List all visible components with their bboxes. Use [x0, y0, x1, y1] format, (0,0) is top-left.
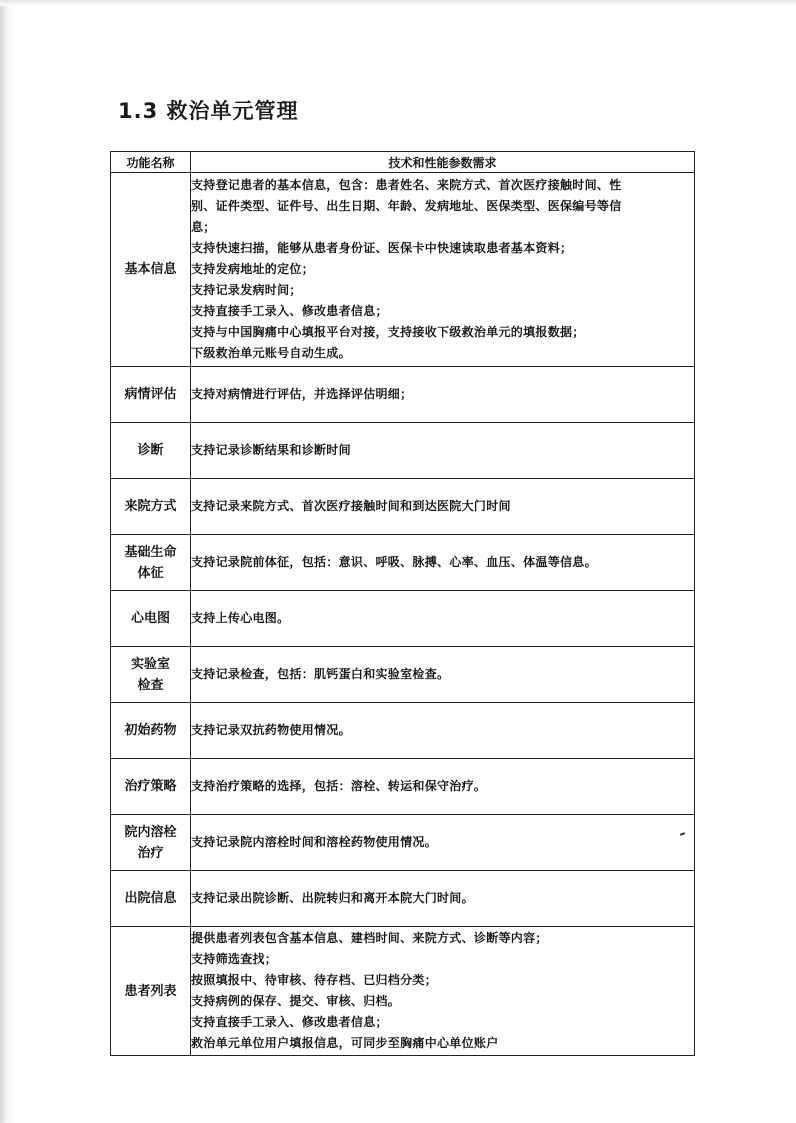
requirement-cell [191, 591, 695, 647]
table-header-row [111, 152, 695, 173]
requirement-cell [191, 367, 695, 423]
requirement-line: 支持登记患者的基本信息，包含：患者姓名、来院方式、首次医疗接触时间、性 [191, 178, 622, 192]
requirement-cell [191, 423, 695, 479]
requirement-line: 支持快速扫描，能够从患者身份证、医保卡中快速读取患者基本资料； [191, 241, 573, 255]
requirement-line: 支持病例的保存、提交、审核、归档。 [191, 994, 401, 1008]
function-name-text: 患者列表 [124, 983, 177, 999]
requirement-line: 提供患者列表包含基本信息、建档时间、来院方式、诊断等内容； [191, 931, 548, 945]
requirement-line: 支持治疗策略的选择，包括：溶栓、转运和保守治疗。 [191, 779, 487, 793]
requirement-line: 息； [191, 220, 216, 234]
function-name-text: 基本信息 [124, 262, 177, 277]
function-name-cell [111, 647, 191, 703]
requirements-table [110, 151, 695, 1056]
function-name-text: 检查 [137, 677, 164, 693]
requirement-cell [191, 815, 695, 871]
table-row [111, 479, 695, 535]
function-name-cell [111, 535, 191, 591]
requirement-cell [191, 759, 695, 815]
requirement-cell [191, 173, 695, 367]
requirement-line: 别、证件类型、证件号、出生日期、年龄、发病地址、医保类型、医保编号等信 [191, 199, 622, 213]
table-row [111, 591, 695, 647]
function-name-text: 体征 [137, 565, 164, 581]
requirement-line: 支持上传心电图。 [191, 611, 290, 625]
requirement-line: 支持发病地址的定位； [191, 262, 315, 276]
requirement-line: 下级救治单元账号自动生成。 [191, 346, 351, 360]
table-row [111, 759, 695, 815]
requirement-cell [191, 479, 695, 535]
requirement-line: 支持记录双抗药物使用情况。 [191, 723, 351, 737]
requirement-line: 支持记录检查，包括：肌钙蛋白和实验室检查。 [191, 667, 450, 681]
function-name-text: 院内溶栓 [124, 824, 177, 840]
page-shadow-edge [0, 0, 16, 1123]
requirement-line: 支持直接手工录入、修改患者信息； [191, 1015, 388, 1029]
function-name-text: 诊断 [137, 443, 164, 458]
header-requirements: 技术和性能参数需求 [191, 152, 695, 173]
function-name-text: 实验室 [130, 656, 170, 672]
function-name-text: 治疗策略 [124, 779, 177, 794]
function-name-text: 来院方式 [124, 499, 177, 514]
table-row [111, 535, 695, 591]
function-name-cell [111, 927, 191, 1056]
requirement-line: 支持记录院内溶栓时间和溶栓药物使用情况。 [191, 835, 438, 849]
function-name-cell [111, 423, 191, 479]
function-name-cell [111, 591, 191, 647]
function-name-text: 心电图 [130, 611, 170, 626]
function-name-cell [111, 703, 191, 759]
function-name-text: 病情评估 [124, 387, 177, 402]
function-name-text: 出院信息 [124, 891, 177, 906]
function-name-cell [111, 367, 191, 423]
requirement-cell [191, 871, 695, 927]
header-function-name: 功能名称 [111, 152, 191, 173]
table-row [111, 815, 695, 871]
table-row [111, 367, 695, 423]
page-top-edge [0, 0, 796, 6]
requirement-cell [191, 535, 695, 591]
function-name-text: 基础生命 [124, 544, 177, 560]
table-row [111, 423, 695, 479]
requirement-line: 按照填报中、待审核、待存档、已归档分类； [191, 973, 438, 987]
table-row [111, 647, 695, 703]
function-name-cell [111, 815, 191, 871]
table-row [111, 703, 695, 759]
requirement-line: 支持记录出院诊断、出院转归和离开本院大门时间。 [191, 891, 474, 905]
function-name-cell [111, 479, 191, 535]
function-name-text: 治疗 [137, 845, 164, 861]
requirement-line: 支持与中国胸痛中心填报平台对接，支持接收下级救治单元的填报数据； [191, 325, 585, 339]
requirement-cell [191, 703, 695, 759]
requirement-cell [191, 927, 695, 1056]
table-row [111, 173, 695, 367]
function-name-text: 初始药物 [124, 723, 177, 738]
requirement-cell [191, 647, 695, 703]
requirement-line: 支持记录发病时间； [191, 283, 302, 297]
requirement-line: 支持记录来院方式、首次医疗接触时间和到达医院大门时间 [191, 499, 511, 513]
function-name-cell [111, 173, 191, 367]
function-name-cell [111, 871, 191, 927]
requirement-line: 支持直接手工录入、修改患者信息； [191, 304, 388, 318]
requirement-line: 救治单元单位用户填报信息，可同步至胸痛中心单位账户 [191, 1036, 499, 1050]
requirement-line: 支持筛选查找； [191, 952, 278, 966]
function-name-cell [111, 759, 191, 815]
requirement-line: 支持记录院前体征，包括：意识、呼吸、脉搏、心率、血压、体温等信息。 [191, 555, 597, 569]
table-row [111, 927, 695, 1056]
requirement-line: 支持对病情进行评估，并选择评估明细； [191, 387, 413, 401]
requirement-line: 支持记录诊断结果和诊断时间 [191, 443, 351, 457]
table-row [111, 871, 695, 927]
section-title: 1.3 救治单元管理 [118, 99, 299, 123]
